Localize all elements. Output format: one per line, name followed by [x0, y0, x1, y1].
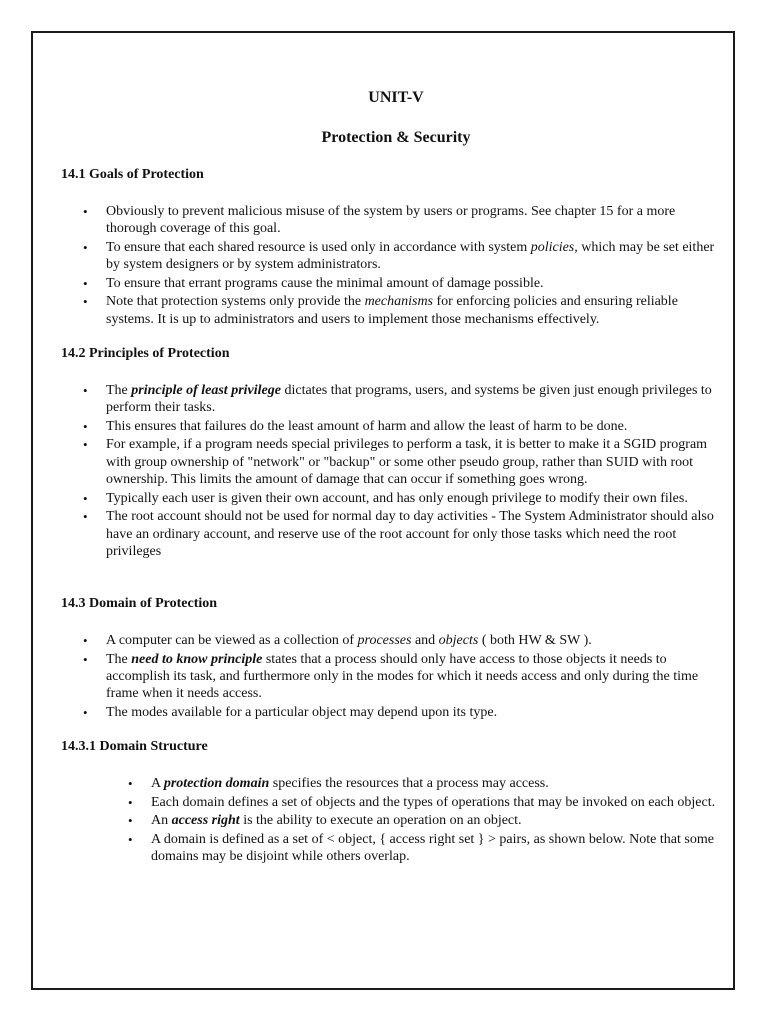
- item-text: which may be set either by system designers or by system administrators.: [106, 239, 715, 273]
- italic-term: mechanisms: [364, 294, 433, 310]
- item-text: and: [411, 633, 439, 648]
- emphasized-term: principle of least privilege: [131, 383, 281, 398]
- section-heading-goals: 14.1 Goals of Protection: [61, 167, 204, 182]
- item-text: An: [151, 813, 172, 829]
- list-item: [61, 436, 729, 488]
- list-item: [61, 293, 729, 328]
- item-text: states that a process should only have access to those objects it needs to accomplish its task, and furthermore only in the modes for which it needs access and only during the time frame when it needs access.: [106, 651, 699, 702]
- list-item: [61, 651, 729, 703]
- item-text: To ensure that each shared resource is used only in accordance with system: [106, 239, 531, 255]
- section-heading-principles: 14.2 Principles of Protection: [61, 346, 230, 361]
- italic-term: objects: [438, 633, 479, 648]
- list-item: [61, 812, 729, 829]
- list-item: [61, 203, 729, 238]
- item-text: The: [106, 383, 132, 398]
- item-text: This ensures that failures do the least amount of harm and allow the least of harm to be done.: [106, 418, 628, 434]
- item-text: A computer can be viewed as a collection of: [106, 633, 358, 648]
- item-text: ( both HW & SW ).: [478, 633, 592, 648]
- italic-term: policies,: [530, 239, 578, 255]
- item-text: specifies the resources that a process may access.: [269, 776, 549, 791]
- list-item: [61, 275, 729, 292]
- item-text: dictates that programs, users, and systems be given just enough privileges to perform their tasks.: [106, 383, 712, 416]
- bullet-list-goals: [61, 203, 729, 329]
- list-item: [61, 831, 729, 866]
- emphasized-term: need to know principle: [131, 651, 263, 667]
- item-text: for enforcing policies and ensuring reliable systems. It is up to administrators and users to implement those mechanisms effectively.: [106, 294, 678, 327]
- italic-term: processes: [357, 633, 412, 648]
- bullet-list-domain-structure: [61, 775, 729, 867]
- item-text: Each domain defines a set of objects and the types of operations that may be invoked on each object.: [151, 794, 716, 810]
- section-heading-domain-structure: 14.3.1 Domain Structure: [61, 739, 208, 754]
- item-text: The modes available for a particular object may depend upon its type.: [106, 704, 498, 720]
- page-subtitle: Protection & Security: [321, 129, 471, 146]
- item-text: Note that protection systems only provide the: [106, 294, 365, 310]
- bullet-list-principles: [61, 382, 729, 561]
- list-item: [61, 794, 729, 811]
- list-item: [61, 490, 729, 507]
- item-text: The root account should not be used for normal day to day activities - The System Administrator should also have an ordinary account, and reserve use of the root account for only those tasks which need the root privileges: [106, 509, 714, 559]
- list-item: [61, 632, 729, 649]
- emphasized-term: protection domain: [163, 776, 270, 791]
- item-text: To ensure that errant programs cause the minimal amount of damage possible.: [106, 275, 544, 291]
- list-item: [61, 382, 729, 417]
- item-text: Obviously to prevent malicious misuse of the system by users or programs. See chapter 15 for a more thorough coverage of this goal.: [106, 204, 676, 237]
- list-item: [61, 775, 729, 792]
- list-item: [61, 704, 729, 721]
- item-text: A: [151, 776, 164, 791]
- list-item: [61, 418, 729, 435]
- bullet-list-domain: [61, 632, 729, 722]
- unit-title: UNIT-V: [368, 89, 424, 106]
- section-heading-domain: 14.3 Domain of Protection: [61, 596, 218, 611]
- item-text: A domain is defined as a set of < object, { access right set } > pairs, as shown below. Note that some domains may be disjoint while others overlap.: [151, 831, 714, 865]
- emphasized-term: access right: [171, 813, 240, 829]
- item-text: is the ability to execute an operation on an object.: [239, 813, 522, 829]
- item-text: Typically each user is given their own account, and has only enough privilege to modify their own files.: [106, 490, 688, 506]
- list-item: [61, 239, 729, 274]
- list-item: [61, 508, 729, 560]
- item-text: The: [106, 651, 132, 667]
- item-text: For example, if a program needs special privileges to perform a task, it is better to make it a SGID program with group ownership of "network" or "backup" or some other pseudo group, rather than SUID with root ownership. This limits the amount of damage that can occur if something goes wrong.: [106, 437, 708, 488]
